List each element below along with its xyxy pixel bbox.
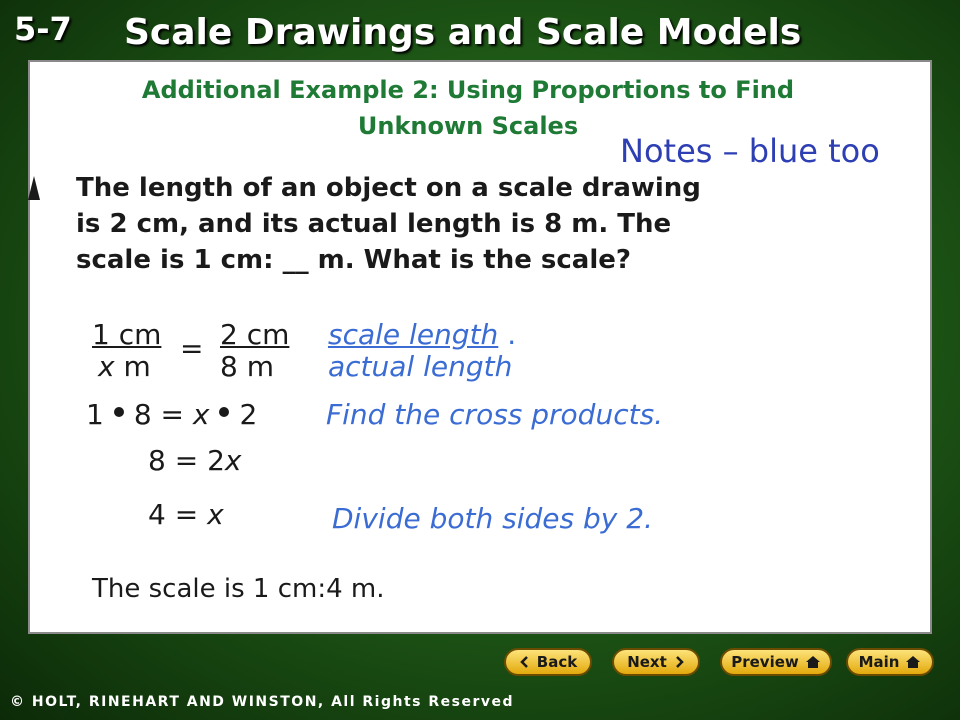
back-button[interactable] xyxy=(504,648,592,676)
main-button[interactable] xyxy=(846,648,934,676)
content-panel xyxy=(28,60,932,634)
fraction-left-numerator: 1 cm xyxy=(92,318,162,351)
problem-statement xyxy=(76,170,856,278)
heading-line-2: Unknown Scales xyxy=(357,112,579,140)
preview-button-label: Preview xyxy=(731,653,799,671)
lesson-title: Scale Drawings and Scale Models xyxy=(124,12,802,53)
problem-line-3: scale is 1 cm: __ m. What is the scale? xyxy=(76,245,631,275)
step1-b: 8 = xyxy=(133,398,193,431)
preview-button[interactable] xyxy=(720,648,832,676)
multiply-dot xyxy=(114,407,124,417)
problem-line-1: The length of an object on a scale drawing xyxy=(76,173,701,203)
conclusion: The scale is 1 cm:4 m. xyxy=(92,574,385,604)
heading-line-1: Additional Example 2: Using Proportions to Find xyxy=(141,76,795,104)
step3-text: 4 = xyxy=(148,498,208,531)
back-button-label: Back xyxy=(536,653,578,671)
step1-c: 2 xyxy=(239,398,258,431)
step2-var: x xyxy=(224,444,242,477)
copyright-footer: © HOLT, RINEHART AND WINSTON, All Rights Reserved xyxy=(10,694,515,710)
chevron-right-icon xyxy=(673,656,685,668)
step2-text: 8 = 2 xyxy=(148,444,225,477)
main-button-label: Main xyxy=(858,653,900,671)
next-button[interactable] xyxy=(612,648,700,676)
multiply-dot xyxy=(219,407,229,417)
note-scale-length-text: scale length xyxy=(328,318,499,351)
unit-m: m xyxy=(114,350,151,383)
note-cross-products: Find the cross products. xyxy=(326,398,664,431)
note-period: . xyxy=(498,318,517,351)
step-solve xyxy=(148,498,224,531)
next-button-label: Next xyxy=(627,653,667,671)
home-icon xyxy=(905,655,921,669)
problem-line-2: is 2 cm, and its actual length is 8 m. The xyxy=(76,209,672,239)
chevron-left-icon xyxy=(519,656,531,668)
fraction-left-denominator xyxy=(98,350,151,383)
step-cross-products xyxy=(86,398,257,431)
step1-var: x xyxy=(192,398,210,431)
note-scale-length xyxy=(328,318,516,351)
equals-sign: = xyxy=(180,332,204,365)
note-actual-length: actual length xyxy=(328,350,513,383)
step1-a: 1 xyxy=(86,398,104,431)
note-divide: Divide both sides by 2. xyxy=(332,502,653,535)
notes-label: Notes – blue too xyxy=(620,132,880,170)
variable-x: x xyxy=(98,350,115,383)
fraction-right-numerator: 2 cm xyxy=(220,318,290,351)
bullet-marker xyxy=(28,176,40,200)
lesson-number: 5-7 xyxy=(14,10,72,48)
home-icon xyxy=(805,655,821,669)
step-simplify xyxy=(148,444,241,477)
step3-var: x xyxy=(207,498,224,531)
fraction-right-denominator: 8 m xyxy=(220,350,274,383)
